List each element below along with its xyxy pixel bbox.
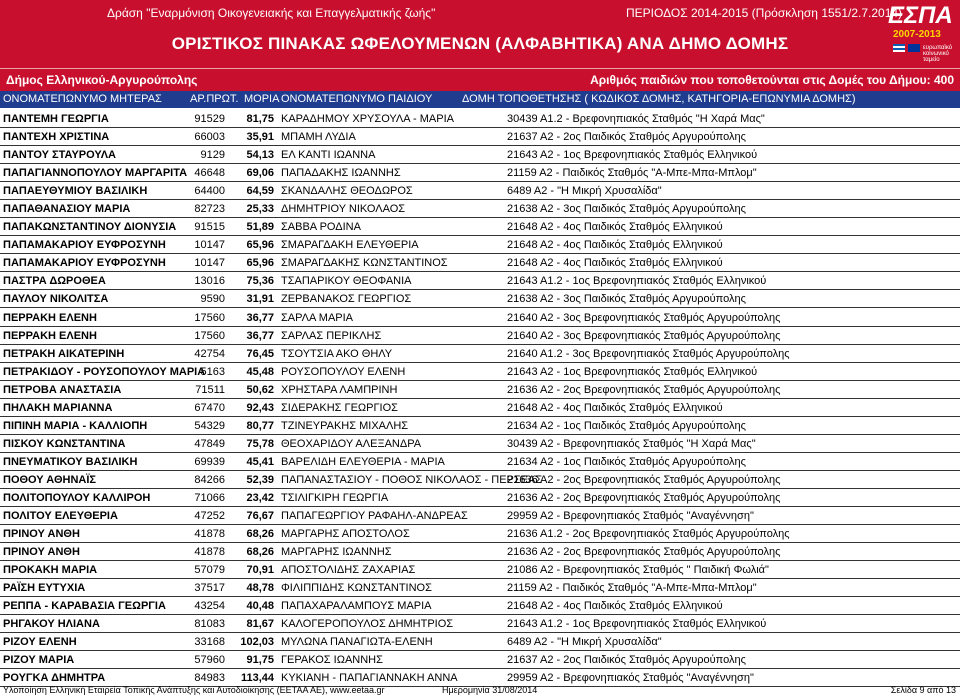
cell-score: 68,26 <box>246 528 274 541</box>
cell-unit: 21636 Α2 - 2ος Βρεφονηπιακός Σταθμός Αργυρούπολης <box>507 473 781 486</box>
cell-protocol: 33168 <box>194 636 225 649</box>
cell-child: ΣΚΑΝΔΑΛΗΣ ΘΕΟΔΩΡΟΣ <box>281 185 413 198</box>
cell-unit: 21637 Α2 - 2ος Παιδικός Σταθμός Αργυρούπολης <box>507 654 746 667</box>
cell-score: 81,67 <box>246 618 274 631</box>
cell-child: ΤΣΑΠΑΡΙΚΟΥ ΘΕΟΦΑΝΙΑ <box>281 275 412 288</box>
cell-mother: ΡΙΖΟΥ ΜΑΡΙΑ <box>3 654 75 667</box>
cell-mother: ΠΕΤΡΟΒΑ ΑΝΑΣΤΑΣΙΑ <box>3 383 122 396</box>
cell-score: 68,26 <box>246 546 274 559</box>
municipality-bar <box>0 68 960 91</box>
footer-page-number: Σελίδα 9 από 13 <box>890 685 956 695</box>
program-title: Δράση "Εναρμόνιση Οικογενειακής και Επαγγελματικής ζωής" <box>107 6 436 20</box>
cell-protocol: 84983 <box>194 672 225 685</box>
cell-protocol: 43254 <box>194 600 225 613</box>
cell-child: ΤΣΙΛΙΓΚΙΡΗ ΓΕΩΡΓΙΑ <box>281 491 389 504</box>
cell-mother: ΡΟΥΓΚΑ ΔΗΜΗΤΡΑ <box>3 672 106 685</box>
cell-protocol: 42754 <box>194 347 225 360</box>
cell-score: 31,91 <box>246 293 274 306</box>
cell-protocol: 41878 <box>194 528 225 541</box>
table-row <box>0 562 960 579</box>
header-mother: ΟΝΟΜΑΤΕΠΩΝΥΜΟ ΜΗΤΕΡΑΣ <box>3 93 162 105</box>
cell-mother: ΠΟΛΙΤΟΠΟΥΛΟΥ ΚΑΛΛΙΡΟΗ <box>3 491 151 504</box>
table-row <box>0 490 960 507</box>
cell-unit: 21634 Α2 - 1ος Παιδικός Σταθμός Αργυρούπολης <box>507 455 746 468</box>
espa-logo-tag: ευρωπαϊκό κοινωνικό ταμείο <box>923 45 953 63</box>
cell-unit: 21643 Α1.2 - 1ος Βρεφονηπιακός Σταθμός Ελληνικού <box>507 618 767 631</box>
cell-mother: ΡΗΓΑΚΟΥ ΗΛΙΑΝΑ <box>3 618 100 631</box>
cell-score: 50,62 <box>246 383 274 396</box>
table-row <box>0 111 960 128</box>
cell-unit: 21634 Α2 - 1ος Παιδικός Σταθμός Αργυρούπολης <box>507 419 746 432</box>
cell-protocol: 10147 <box>194 257 225 270</box>
cell-mother: ΠΡΙΝΟΥ ΑΝΘΗ <box>3 546 80 559</box>
cell-unit: 21648 Α2 - 4ος Παιδικός Σταθμός Ελληνικού <box>507 239 723 252</box>
cell-mother: ΠΑΠΑΘΑΝΑΣΙΟΥ ΜΑΡΙΑ <box>3 203 131 216</box>
cell-mother: ΡΕΠΠΑ - ΚΑΡΑΒΑΣΙΑ ΓΕΩΡΓΙΑ <box>3 600 166 613</box>
cell-child: ΣΑΡΛΑ ΜΑΡΙΑ <box>281 311 354 324</box>
cell-mother: ΠΑΥΛΟΥ ΝΙΚΟΛΙΤΣΑ <box>3 293 109 306</box>
cell-score: 64,59 <box>246 185 274 198</box>
cell-protocol: 66003 <box>194 131 225 144</box>
table-row <box>0 400 960 417</box>
cell-score: 102,03 <box>240 636 274 649</box>
cell-score: 40,48 <box>246 600 274 613</box>
cell-unit: 29959 Α2 - Βρεφονηπιακός Σταθμός "Αναγέννηση" <box>507 510 754 523</box>
municipality-name: Δήμος Ελληνικού-Αργυρούπολης <box>6 73 198 87</box>
cell-mother: ΠΟΛΙΤΟΥ ΕΛΕΥΘΕΡΙΑ <box>3 510 118 523</box>
cell-protocol: 57079 <box>194 564 225 577</box>
cell-mother: ΠΑΝΤΟΥ ΣΤΑΥΡΟΥΛΑ <box>3 149 116 162</box>
cell-unit: 30439 Α1.2 - Βρεφονηπιακός Σταθμός "Η Χαρά Μας" <box>507 113 765 125</box>
cell-mother: ΠΕΡΡΑΚΗ ΕΛΕΝΗ <box>3 329 97 342</box>
cell-score: 91,75 <box>246 654 274 667</box>
cell-child: ΣΑΒΒΑ ΡΟΔΙΝΑ <box>281 221 361 234</box>
cell-protocol: 10147 <box>194 239 225 252</box>
cell-protocol: 41878 <box>194 546 225 559</box>
cell-score: 69,06 <box>246 167 274 180</box>
greek-flag-icon <box>893 44 905 52</box>
cell-child: ΕΛ ΚΑΝΤΙ ΙΩΑΝΝΑ <box>281 149 376 162</box>
cell-mother: ΡΙΖΟΥ ΕΛΕΝΗ <box>3 636 77 649</box>
cell-child: ΠΑΠΑΓΕΩΡΓΙΟΥ ΡΑΦΑΗΛ-ΑΝΔΡΕΑΣ <box>281 510 468 523</box>
cell-child: ΦΙΛΙΠΠΙΔΗΣ ΚΩΝΣΤΑΝΤΙΝΟΣ <box>281 582 432 595</box>
cell-score: 45,41 <box>246 455 274 468</box>
cell-unit: 21643 Α2 - 1ος Βρεφονηπιακός Σταθμός Ελληνικού <box>507 149 758 162</box>
table-row <box>0 147 960 164</box>
cell-protocol: 17560 <box>194 311 225 324</box>
cell-child: ΣΙΔΕΡΑΚΗΣ ΓΕΩΡΓΙΟΣ <box>281 401 398 414</box>
table-row <box>0 255 960 272</box>
espa-logo-years: 2007-2013 <box>893 29 941 40</box>
table-row <box>0 165 960 182</box>
table-row <box>0 328 960 345</box>
cell-child: ΠΑΠΑΔΑΚΗΣ ΙΩΑΝΝΗΣ <box>281 167 401 180</box>
cell-protocol: 64400 <box>194 185 225 198</box>
cell-child: ΤΣΟΥΤΣΙΑ ΑΚΟ ΘΗΛΥ <box>281 347 393 360</box>
cell-unit: 21648 Α2 - 4ος Παιδικός Σταθμός Ελληνικού <box>507 221 723 234</box>
cell-mother: ΠΕΤΡΑΚΙΔΟΥ - ΡΟΥΣΟΠΟΥΛΟΥ ΜΑΡΙΑ <box>3 365 206 378</box>
table-row <box>0 436 960 453</box>
header-unit: ΔΟΜΗ ΤΟΠΟΘΕΤΗΣΗΣ ( ΚΩΔΙΚΟΣ ΔΟΜΗΣ, ΚΑΤΗΓΟΡΙΑ-ΕΠΩΝΥΜΙΑ ΔΟΜΗΣ) <box>462 93 856 105</box>
cell-mother: ΠΑΝΤΕΧΗ ΧΡΙΣΤΙΝΑ <box>3 131 110 144</box>
table-row <box>0 580 960 597</box>
cell-mother: ΠΡΟΚΑΚΗ ΜΑΡΙΑ <box>3 564 98 577</box>
cell-mother: ΠΕΡΡΑΚΗ ΕΛΕΝΗ <box>3 311 97 324</box>
header-child: ΟΝΟΜΑΤΕΠΩΝΥΜΟ ΠΑΙΔΙΟΥ <box>281 93 433 105</box>
table-row <box>0 382 960 399</box>
cell-mother: ΠΑΠΑΚΩΝΣΤΑΝΤΙΝΟΥ ΔΙΟΝΥΣΙΑ <box>3 221 177 234</box>
cell-child: ΡΟΥΣΟΠΟΥΛΟΥ ΕΛΕΝΗ <box>281 365 406 378</box>
cell-unit: 21636 Α1.2 - 2ος Βρεφονηπιακός Σταθμός Αργυρούπολης <box>507 528 790 541</box>
page-title: ΟΡΙΣΤΙΚΟΣ ΠΙΝΑΚΑΣ ΩΦΕΛΟΥΜΕΝΩΝ (ΑΛΦΑΒΗΤΙΚΑ) ΑΝΑ ΔΗΜΟ ΔΟΜΗΣ <box>171 34 789 53</box>
cell-unit: 21640 Α2 - 3ος Βρεφονηπιακός Σταθμός Αργυρούπολης <box>507 311 781 324</box>
cell-mother: ΠΝΕΥΜΑΤΙΚΟΥ ΒΑΣΙΛΙΚΗ <box>3 455 138 468</box>
cell-unit: 21648 Α2 - 4ος Παιδικός Σταθμός Ελληνικού <box>507 401 723 414</box>
cell-child: ΘΕΟΧΑΡΙΔΟΥ ΑΛΕΞΑΝΔΡΑ <box>281 437 422 450</box>
table-row <box>0 652 960 669</box>
cell-child: ΠΑΠΑΝΑΣΤΑΣΙΟΥ - ΠΟΘΟΣ ΝΙΚΟΛΑΟΣ - ΠΕΡΣΕΑΣ <box>281 473 543 486</box>
cell-unit: 21086 Α2 - Βρεφονηπιακός Σταθμός " Παιδική Φωλιά" <box>507 564 769 577</box>
cell-mother: ΠΟΘΟΥ ΑΘΗΝΑΪΣ <box>3 473 96 486</box>
cell-protocol: 71066 <box>194 491 225 504</box>
cell-unit: 21648 Α2 - 4ος Παιδικός Σταθμός Ελληνικού <box>507 600 723 613</box>
cell-child: ΣΑΡΛΑΣ ΠΕΡΙΚΛΗΣ <box>281 329 382 342</box>
cell-unit: 21636 Α2 - 2ος Βρεφονηπιακός Σταθμός Αργυρούπολης <box>507 383 781 396</box>
cell-child: ΔΗΜΗΤΡΙΟΥ ΝΙΚΟΛΑΟΣ <box>281 203 406 216</box>
table-row <box>0 454 960 471</box>
table-row <box>0 544 960 561</box>
table-row <box>0 418 960 435</box>
table-row <box>0 129 960 146</box>
cell-mother: ΠΙΠΙΝΗ ΜΑΡΙΑ - ΚΑΛΛΙΟΠΗ <box>3 419 148 432</box>
cell-mother: ΠΕΤΡΑΚΗ ΑΙΚΑΤΕΡΙΝΗ <box>3 347 125 360</box>
cell-score: 92,43 <box>246 401 274 414</box>
cell-child: ΜΠΑΜΗ ΛΥΔΙΑ <box>281 131 356 144</box>
cell-unit: 21636 Α2 - 2ος Βρεφονηπιακός Σταθμός Αργυρούπολης <box>507 546 781 559</box>
cell-child: ΚΑΡΑΔΗΜΟΥ ΧΡΥΣΟΥΛΑ - ΜΑΡΙΑ <box>281 113 454 125</box>
table-row <box>0 508 960 525</box>
cell-mother: ΠΑΠΑΜΑΚΑΡΙΟΥ ΕΥΦΡΟΣΥΝΗ <box>3 257 166 270</box>
cell-unit: 21159 Α2 - Παιδικός Σταθμός "Α-Μπε-Μπα-Μπλομ" <box>507 167 757 180</box>
cell-unit: 21648 Α2 - 4ος Παιδικός Σταθμός Ελληνικού <box>507 257 723 270</box>
table-row <box>0 219 960 236</box>
cell-protocol: 57960 <box>194 654 225 667</box>
table-row <box>0 291 960 308</box>
table-row <box>0 273 960 290</box>
cell-mother: ΠΑΣΤΡΑ ΔΩΡΟΘΕΑ <box>3 275 106 288</box>
cell-unit: 21643 Α2 - 1ος Βρεφονηπιακός Σταθμός Ελληνικού <box>507 365 758 378</box>
cell-protocol: 47849 <box>194 437 225 450</box>
cell-child: ΜΥΛΩΝΑ ΠΑΝΑΓΙΩΤΑ-ΕΛΕΝΗ <box>281 636 433 649</box>
table-row <box>0 526 960 543</box>
table-row <box>0 598 960 615</box>
cell-unit: 21643 Α1.2 - 1ος Βρεφονηπιακός Σταθμός Ελληνικού <box>507 275 767 288</box>
cell-child: ΜΑΡΓΑΡΗΣ ΑΠΟΣΤΟΛΟΣ <box>281 528 410 541</box>
cell-unit: 30439 Α2 - Βρεφονηπιακός Σταθμός "Η Χαρά Μας" <box>507 437 756 450</box>
cell-protocol: 84266 <box>194 473 225 486</box>
cell-protocol: 91515 <box>194 221 225 234</box>
cell-score: 48,78 <box>246 582 274 595</box>
cell-protocol: 13016 <box>194 275 225 288</box>
table-row <box>0 634 960 651</box>
cell-protocol: 54329 <box>194 419 225 432</box>
cell-score: 36,77 <box>246 311 274 324</box>
cell-score: 54,13 <box>246 149 274 162</box>
cell-mother: ΠΡΙΝΟΥ ΑΝΘΗ <box>3 528 80 541</box>
cell-score: 70,91 <box>246 564 274 577</box>
cell-unit: 21638 Α2 - 3ος Παιδικός Σταθμός Αργυρούπολης <box>507 293 746 306</box>
cell-child: ΚΥΚΙΑΝΗ - ΠΑΠΑΓΙΑΝΝΑΚΗ ΑΝΝΑ <box>281 672 458 685</box>
cell-protocol: 37517 <box>194 582 225 595</box>
cell-unit: 21636 Α2 - 2ος Βρεφονηπιακός Σταθμός Αργυρούπολης <box>507 491 781 504</box>
cell-protocol: 81083 <box>194 618 225 631</box>
cell-score: 23,42 <box>246 491 274 504</box>
cell-unit: 21637 Α2 - 2ος Παιδικός Σταθμός Αργυρούπολης <box>507 131 746 144</box>
header-protocol: ΑΡ.ΠΡΩΤ. <box>190 93 239 105</box>
cell-child: ΠΑΠΑΧΑΡΑΛΑΜΠΟΥΣ ΜΑΡΙΑ <box>281 600 432 613</box>
cell-unit: 6489 Α2 - "Η Μικρή Χρυσαλίδα" <box>507 185 662 198</box>
table-row <box>0 183 960 200</box>
cell-unit: 29959 Α2 - Βρεφονηπιακός Σταθμός "Αναγέννηση" <box>507 672 754 685</box>
cell-unit: 21638 Α2 - 3ος Παιδικός Σταθμός Αργυρούπολης <box>507 203 746 216</box>
period-title: ΠΕΡΙΟΔΟΣ 2014-2015 (Πρόσκληση 1551/2.7.2014) <box>626 6 903 20</box>
cell-child: ΣΜΑΡΑΓΔΑΚΗ ΕΛΕΥΘΕΡΙΑ <box>281 239 419 252</box>
cell-unit: 21159 Α2 - Παιδικός Σταθμός "Α-Μπε-Μπα-Μπλομ" <box>507 582 757 595</box>
footer-date: Ημερομηνία 31/08/2014 <box>442 685 538 695</box>
cell-score: 36,77 <box>246 329 274 342</box>
cell-child: ΑΠΟΣΤΟΛΙΔΗΣ ΖΑΧΑΡΙΑΣ <box>281 564 416 577</box>
header-score: ΜΟΡΙΑ <box>244 93 280 105</box>
cell-protocol: 46648 <box>194 167 225 180</box>
cell-child: ΒΑΡΕΛΙΔΗ ΕΛΕΥΘΕΡΙΑ - ΜΑΡΙΑ <box>281 455 445 468</box>
cell-child: ΓΕΡΑΚΟΣ ΙΩΑΝΝΗΣ <box>281 654 383 667</box>
table-header <box>0 91 960 108</box>
table-row <box>0 201 960 218</box>
cell-child: ΚΑΛΟΓΕΡΟΠΟΥΛΟΣ ΔΗΜΗΤΡΙΟΣ <box>281 618 454 631</box>
cell-child: ΣΜΑΡΑΓΔΑΚΗΣ ΚΩΝΣΤΑΝΤΙΝΟΣ <box>281 257 448 270</box>
cell-protocol: 91529 <box>194 113 225 125</box>
cell-score: 51,89 <box>246 221 274 234</box>
table-row <box>0 310 960 327</box>
eu-flag-icon <box>908 44 920 52</box>
cell-unit: 21640 Α2 - 3ος Βρεφονηπιακός Σταθμός Αργυρούπολης <box>507 329 781 342</box>
cell-score: 80,77 <box>246 419 274 432</box>
table-row <box>0 364 960 381</box>
cell-score: 52,39 <box>246 473 274 486</box>
cell-unit: 6489 Α2 - "Η Μικρή Χρυσαλίδα" <box>507 636 662 649</box>
cell-score: 35,91 <box>246 131 274 144</box>
cell-score: 76,45 <box>246 347 274 360</box>
cell-child: ΖΕΡΒΑΝΑΚΟΣ ΓΕΩΡΓΙΟΣ <box>281 293 412 306</box>
cell-protocol: 47252 <box>194 510 225 523</box>
cell-mother: ΠΗΛΑΚΗ ΜΑΡΙΑΝΝΑ <box>3 401 113 414</box>
cell-child: ΧΡΗΣΤΑΡΑ ΛΑΜΠΡΙΝΗ <box>281 383 398 396</box>
children-count: Αριθμός παιδιών που τοποθετούνται στις Δομές του Δήμου: 400 <box>590 73 954 87</box>
page-footer <box>0 681 960 697</box>
cell-score: 113,44 <box>240 672 274 685</box>
cell-child: ΜΑΡΓΑΡΗΣ ΙΩΑΝΝΗΣ <box>281 546 392 559</box>
cell-protocol: 67470 <box>194 401 225 414</box>
cell-mother: ΠΑΠΑΓΙΑΝΝΟΠΟΥΛΟΥ ΜΑΡΓΑΡΙΤΑ <box>3 167 188 180</box>
table-row <box>0 472 960 489</box>
cell-child: ΤΖΙΝΕΥΡΑΚΗΣ ΜΙΧΑΛΗΣ <box>281 419 409 432</box>
espa-logo-text: ΕΣΠΑ <box>888 2 953 29</box>
cell-protocol: 9129 <box>200 149 225 162</box>
cell-score: 65,96 <box>246 239 274 252</box>
table-row <box>0 237 960 254</box>
table-row <box>0 346 960 363</box>
cell-mother: ΠΙΣΚΟΥ ΚΩΝΣΤΑΝΤΙΝΑ <box>3 437 126 450</box>
cell-score: 81,75 <box>246 113 274 125</box>
cell-mother: ΠΑΠΑΕΥΘΥΜΙΟΥ ΒΑΣΙΛΙΚΗ <box>3 185 148 198</box>
header-banner <box>0 0 960 68</box>
footer-credit: Υλοποίηση Ελληνική Εταιρεία Τοπικής Ανάπτυξης και Αυτοδιοίκησης (ΕΕΤΑΑ ΑΕ), www.eetaa.gr <box>3 685 385 695</box>
cell-score: 45,48 <box>246 365 274 378</box>
cell-protocol: 5163 <box>200 365 225 378</box>
cell-score: 65,96 <box>246 257 274 270</box>
cell-protocol: 9590 <box>200 293 225 306</box>
cell-protocol: 71511 <box>195 383 225 396</box>
cell-protocol: 17560 <box>194 329 225 342</box>
cell-mother: ΠΑΝΤΕΜΗ ΓΕΩΡΓΙΑ <box>3 113 109 125</box>
cell-protocol: 82723 <box>194 203 225 216</box>
cell-mother: ΡΑΪΣΗ ΕΥΤΥΧΙΑ <box>3 582 86 595</box>
table-row <box>0 616 960 633</box>
cell-score: 76,67 <box>246 510 274 523</box>
espa-logo <box>888 2 958 64</box>
cell-unit: 21640 Α1.2 - 3ος Βρεφονηπιακός Σταθμός Αργυρούπολης <box>507 347 790 360</box>
cell-score: 75,78 <box>246 437 274 450</box>
table-body <box>0 111 960 689</box>
cell-mother: ΠΑΠΑΜΑΚΑΡΙΟΥ ΕΥΦΡΟΣΥΝΗ <box>3 239 166 252</box>
cell-score: 75,36 <box>246 275 274 288</box>
cell-score: 25,33 <box>246 203 274 216</box>
cell-protocol: 69939 <box>194 455 225 468</box>
